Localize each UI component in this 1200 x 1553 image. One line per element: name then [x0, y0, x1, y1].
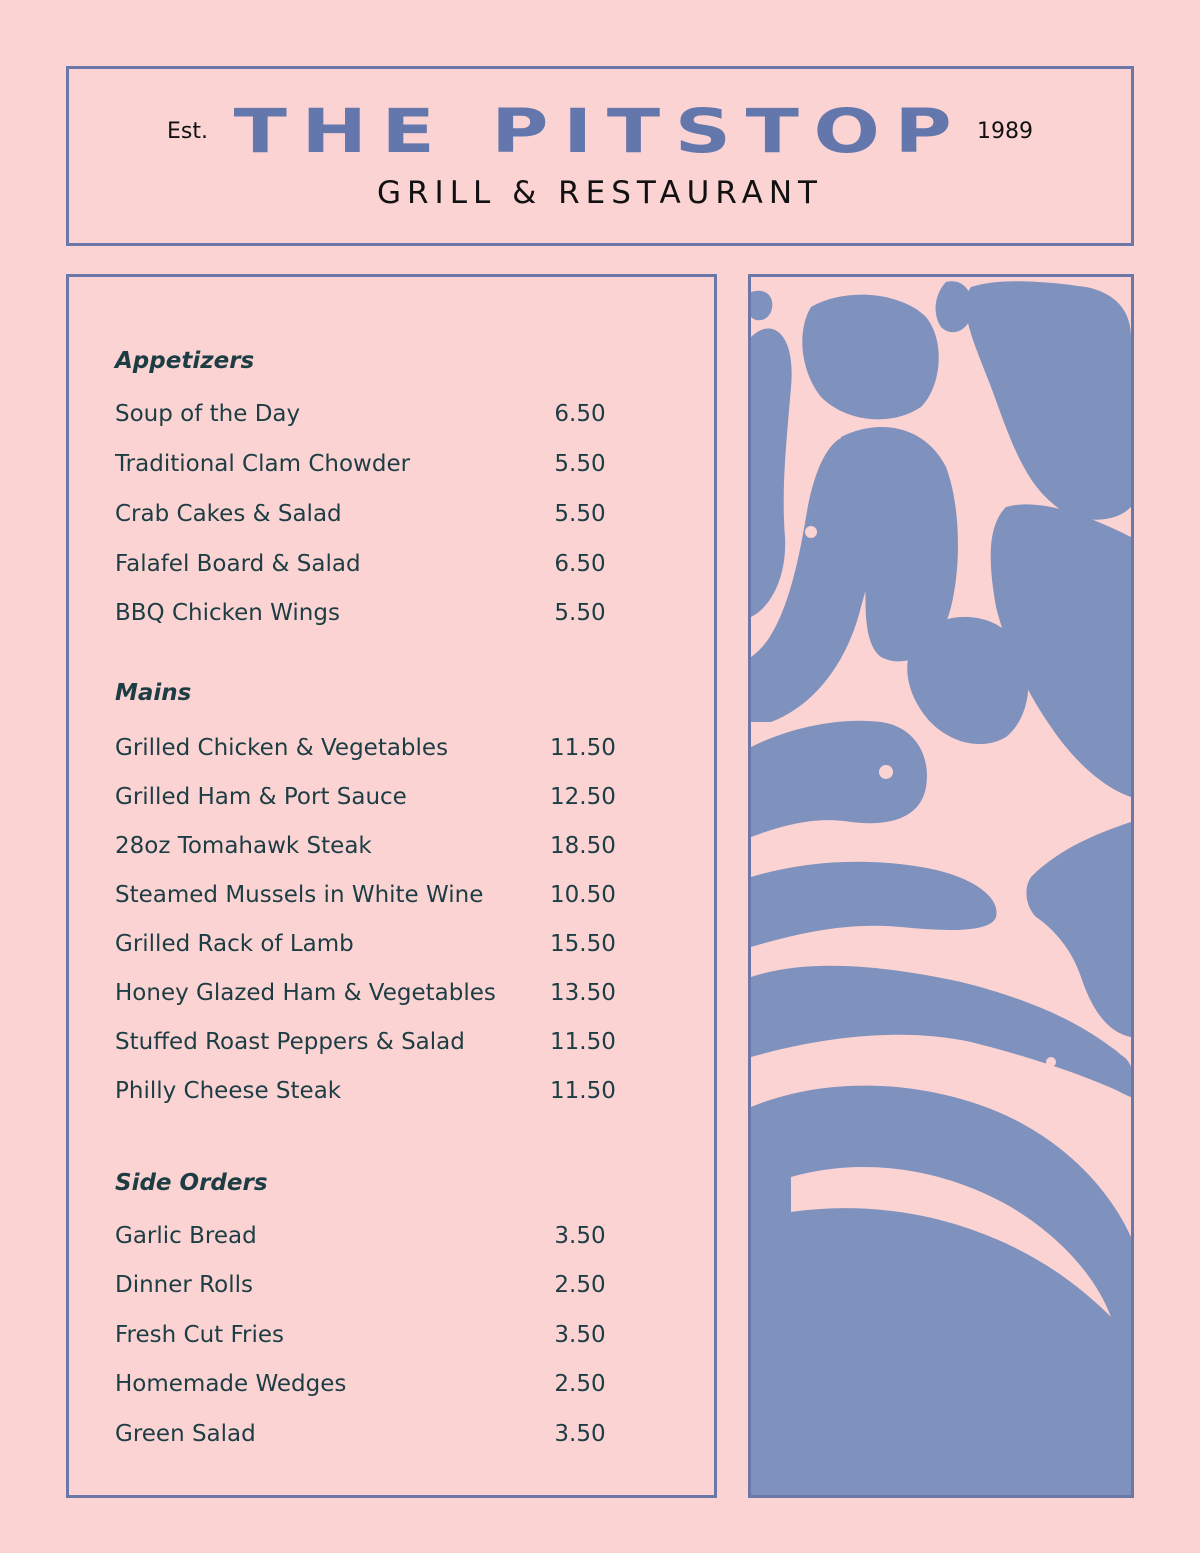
menu-item [115, 1371, 615, 1401]
menu-item [115, 1421, 615, 1451]
item-price: 3.50 [554, 1223, 606, 1249]
item-name: 28oz Tomahawk Steak [115, 833, 372, 859]
menu-item [115, 735, 615, 765]
item-name: Soup of the Day [115, 401, 301, 427]
item-name: Dinner Rolls [115, 1272, 253, 1298]
item-price: 11.50 [550, 1078, 616, 1104]
menu-item [115, 501, 615, 531]
item-price: 6.50 [554, 551, 606, 577]
item-price: 11.50 [550, 735, 616, 761]
item-price: 5.50 [554, 600, 606, 626]
menu-item [115, 1272, 615, 1302]
item-name: Honey Glazed Ham & Vegetables [115, 980, 496, 1006]
item-name: Fresh Cut Fries [115, 1322, 285, 1348]
item-price: 13.50 [550, 980, 616, 1006]
menu-item [115, 931, 615, 961]
marble-art-panel [748, 274, 1134, 1498]
restaurant-subtitle: GRILL & RESTAURANT [377, 175, 823, 211]
item-name: Steamed Mussels in White Wine [115, 882, 484, 908]
item-name: Garlic Bread [115, 1223, 257, 1249]
menu-item [115, 401, 615, 431]
item-name: Stuffed Roast Peppers & Salad [115, 1029, 465, 1055]
item-name: Traditional Clam Chowder [115, 451, 411, 477]
item-name: Homemade Wedges [115, 1371, 347, 1397]
marble-illustration [751, 277, 1131, 1495]
item-name: Green Salad [115, 1421, 256, 1447]
menu-item [115, 451, 615, 481]
item-price: 11.50 [550, 1029, 616, 1055]
item-name: Philly Cheese Steak [115, 1078, 342, 1104]
item-price: 10.50 [550, 882, 616, 908]
menu-item [115, 1029, 615, 1059]
item-price: 5.50 [554, 501, 606, 527]
item-price: 6.50 [554, 401, 606, 427]
item-name: Grilled Rack of Lamb [115, 931, 354, 957]
est-label: Est. [167, 119, 208, 144]
item-price: 18.50 [550, 833, 616, 859]
established-year: 1989 [977, 119, 1033, 144]
section-title-side-orders: Side Orders [115, 1170, 268, 1196]
item-price: 2.50 [554, 1272, 606, 1298]
section-title-mains: Mains [115, 680, 192, 706]
item-name: Falafel Board & Salad [115, 551, 361, 577]
menu-item [115, 1223, 615, 1253]
item-price: 3.50 [554, 1322, 606, 1348]
item-price: 2.50 [554, 1371, 606, 1397]
section-title-appetizers: Appetizers [115, 348, 255, 374]
item-name: Crab Cakes & Salad [115, 501, 342, 527]
restaurant-title: THE PITSTOP [233, 96, 967, 168]
item-name: Grilled Chicken & Vegetables [115, 735, 449, 761]
menu-item [115, 1322, 615, 1352]
item-name: BBQ Chicken Wings [115, 600, 340, 626]
menu-item [115, 551, 615, 581]
item-price: 5.50 [554, 451, 606, 477]
menu-item [115, 980, 615, 1010]
item-price: 3.50 [554, 1421, 606, 1447]
item-name: Grilled Ham & Port Sauce [115, 784, 407, 810]
menu-item [115, 600, 615, 630]
item-price: 12.50 [550, 784, 616, 810]
menu-item [115, 882, 615, 912]
menu-item [115, 784, 615, 814]
header-box [66, 66, 1134, 246]
item-price: 15.50 [550, 931, 616, 957]
menu-panel [66, 274, 717, 1498]
menu-item [115, 833, 615, 863]
menu-item [115, 1078, 615, 1108]
